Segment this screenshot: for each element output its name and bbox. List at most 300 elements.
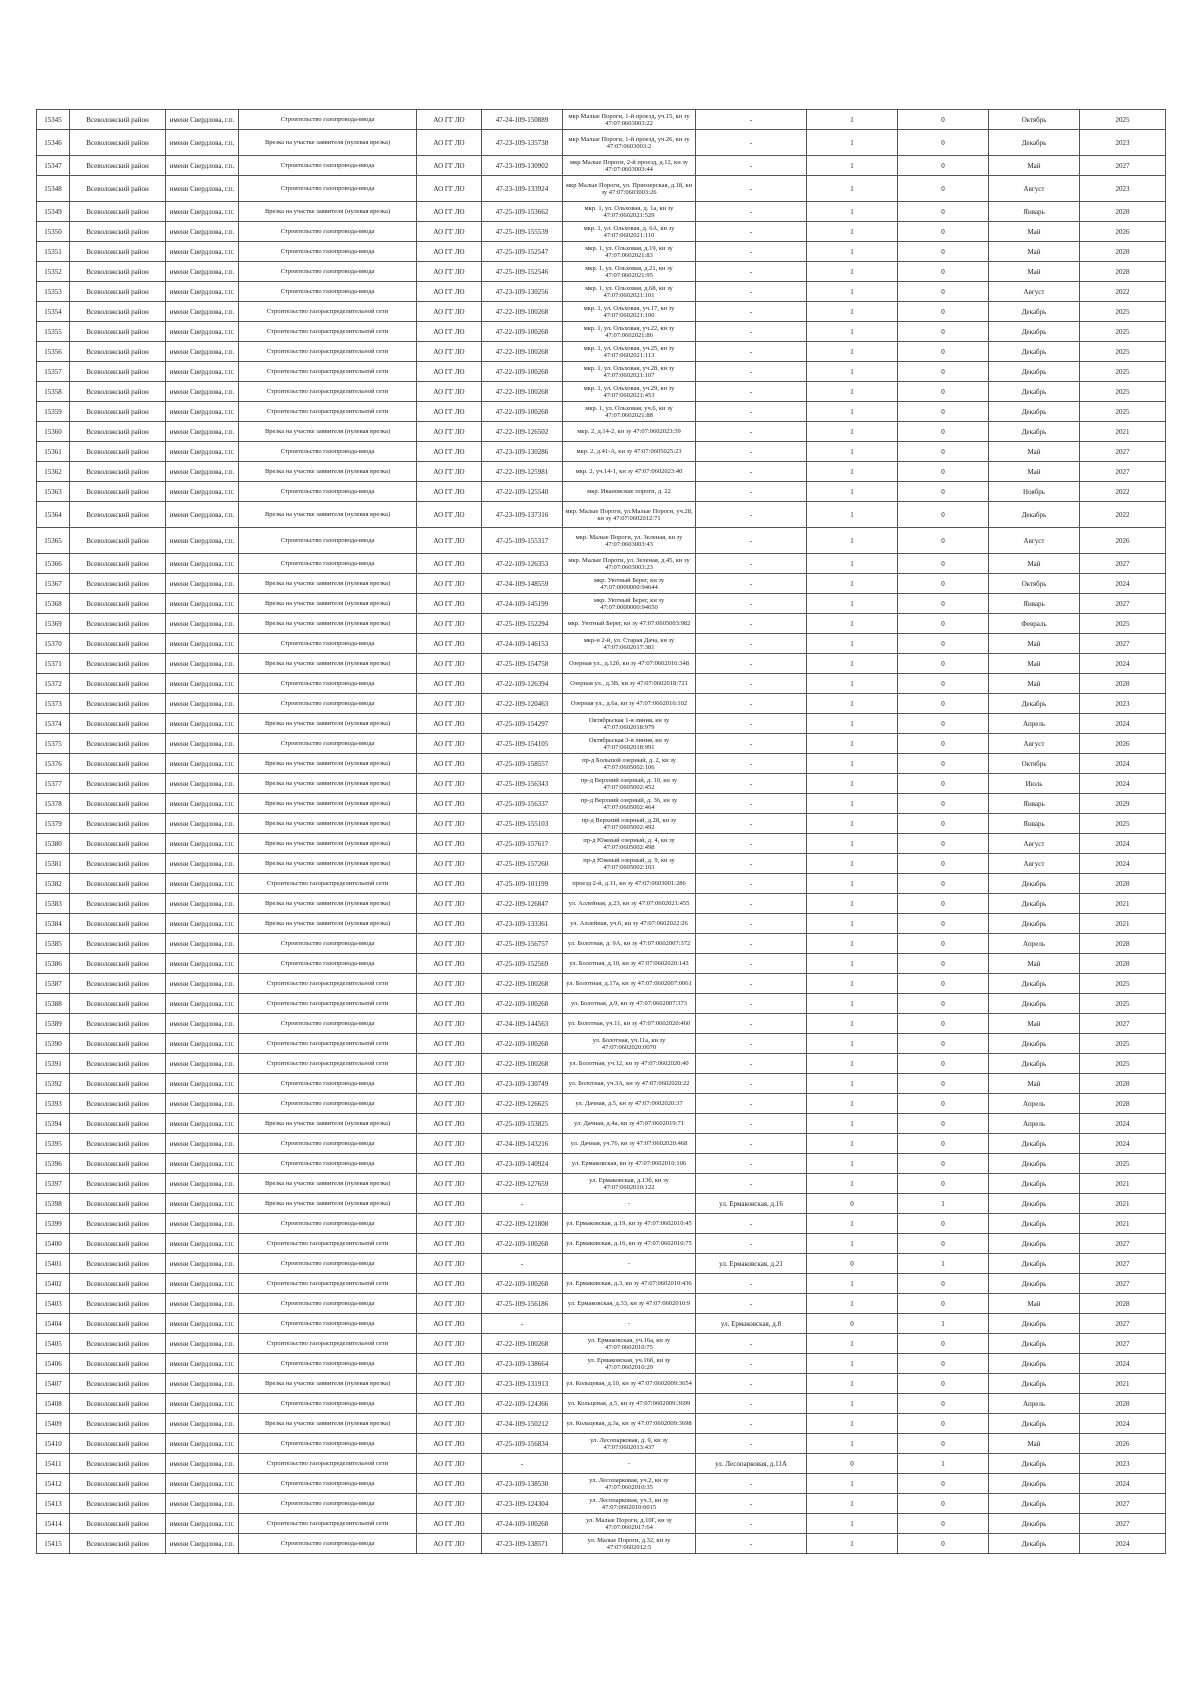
count-b-cell: 0 — [898, 422, 989, 442]
address-cell: - — [696, 1094, 807, 1114]
year-cell: 2024 — [1080, 1114, 1166, 1134]
work-type-cell: Строительство газопровода-ввода — [239, 1014, 417, 1034]
table-row — [37, 462, 1166, 482]
count-b-cell: 0 — [898, 202, 989, 222]
row-number-cell: 15398 — [37, 1194, 70, 1214]
application-number-cell: 47-24-109-150212 — [482, 1414, 563, 1434]
row-number-cell: 15380 — [37, 834, 70, 854]
address-cadastral-cell: - — [563, 1314, 696, 1334]
month-cell: Ноябрь — [989, 482, 1080, 502]
work-type-cell: Строительство газораспределительной сети — [239, 342, 417, 362]
settlement-cell: имени Свердлова, г.п. — [166, 1354, 239, 1374]
row-number-cell: 15368 — [37, 594, 70, 614]
application-number-cell: - — [482, 1314, 563, 1334]
district-cell: Всеволожский район — [70, 362, 166, 382]
application-number-cell: 47-22-109-125540 — [482, 482, 563, 502]
address-cadastral-cell: проезд 2-й, д.11, кн зу 47:07:0603001:286 — [563, 874, 696, 894]
month-cell: Май — [989, 242, 1080, 262]
month-cell: Декабрь — [989, 914, 1080, 934]
organization-cell: АО ГГ ЛО — [417, 574, 482, 594]
district-cell: Всеволожский район — [70, 1014, 166, 1034]
address-cadastral-cell: ул. Болотная, уч.3А, кн зу 47:07:0602020:22 — [563, 1074, 696, 1094]
month-cell: Декабрь — [989, 874, 1080, 894]
count-b-cell: 0 — [898, 1014, 989, 1034]
application-number-cell: 47-23-109-138664 — [482, 1354, 563, 1374]
work-type-cell: Строительство газопровода-ввода — [239, 156, 417, 176]
year-cell: 2021 — [1080, 1214, 1166, 1234]
address-cell: - — [696, 282, 807, 302]
work-type-cell: Строительство газораспределительной сети — [239, 302, 417, 322]
district-cell: Всеволожский район — [70, 302, 166, 322]
address-cell: - — [696, 1374, 807, 1394]
year-cell: 2021 — [1080, 1374, 1166, 1394]
settlement-cell: имени Свердлова, г.п. — [166, 502, 239, 528]
row-number-cell: 15394 — [37, 1114, 70, 1134]
address-cell: - — [696, 202, 807, 222]
application-number-cell: 47-24-109-146153 — [482, 634, 563, 654]
year-cell: 2023 — [1080, 694, 1166, 714]
count-a-cell: 1 — [807, 734, 898, 754]
count-a-cell: 1 — [807, 1414, 898, 1434]
year-cell: 2027 — [1080, 442, 1166, 462]
district-cell: Всеволожский район — [70, 734, 166, 754]
address-cadastral-cell: ул. Кольцевая, д.3а, кн зу 47:07:0602009:3698 — [563, 1414, 696, 1434]
row-number-cell: 15400 — [37, 1234, 70, 1254]
table-row — [37, 1034, 1166, 1054]
count-b-cell: 0 — [898, 482, 989, 502]
organization-cell: АО ГГ ЛО — [417, 130, 482, 156]
address-cell: - — [696, 1174, 807, 1194]
table-row — [37, 176, 1166, 202]
count-b-cell: 0 — [898, 594, 989, 614]
count-a-cell: 1 — [807, 1354, 898, 1374]
year-cell: 2024 — [1080, 1134, 1166, 1154]
settlement-cell: имени Свердлова, г.п. — [166, 1294, 239, 1314]
count-a-cell: 1 — [807, 342, 898, 362]
year-cell: 2028 — [1080, 202, 1166, 222]
address-cell: ул. Ермаковская, д.21 — [696, 1254, 807, 1274]
count-b-cell: 0 — [898, 282, 989, 302]
count-a-cell: 1 — [807, 1514, 898, 1534]
work-type-cell: Строительство газопровода-ввода — [239, 282, 417, 302]
organization-cell: АО ГГ ЛО — [417, 176, 482, 202]
month-cell: Декабрь — [989, 402, 1080, 422]
table-row — [37, 574, 1166, 594]
address-cell: - — [696, 1434, 807, 1454]
settlement-cell: имени Свердлова, г.п. — [166, 614, 239, 634]
row-number-cell: 15388 — [37, 994, 70, 1014]
district-cell: Всеволожский район — [70, 176, 166, 202]
count-a-cell: 1 — [807, 422, 898, 442]
address-cell: - — [696, 954, 807, 974]
count-a-cell: 1 — [807, 1114, 898, 1134]
organization-cell: АО ГГ ЛО — [417, 402, 482, 422]
district-cell: Всеволожский район — [70, 1514, 166, 1534]
count-a-cell: 1 — [807, 994, 898, 1014]
month-cell: Май — [989, 554, 1080, 574]
row-number-cell: 15357 — [37, 362, 70, 382]
count-a-cell: 1 — [807, 482, 898, 502]
district-cell: Всеволожский район — [70, 694, 166, 714]
settlement-cell: имени Свердлова, г.п. — [166, 894, 239, 914]
address-cadastral-cell: ул. Ермаковская, д.33, кн зу 47:07:0602010:9 — [563, 1294, 696, 1314]
address-cadastral-cell: мкр Малые Пороги, 1-й проезд, уч.15, кн зу 47:07:0603003:22 — [563, 110, 696, 130]
row-number-cell: 15354 — [37, 302, 70, 322]
year-cell: 2027 — [1080, 156, 1166, 176]
year-cell: 2022 — [1080, 502, 1166, 528]
settlement-cell: имени Свердлова, г.п. — [166, 1174, 239, 1194]
table-row — [37, 422, 1166, 442]
address-cadastral-cell: мкр. Ивановские пороги, д. 22 — [563, 482, 696, 502]
application-number-cell: 47-25-109-153662 — [482, 202, 563, 222]
district-cell: Всеволожский район — [70, 1174, 166, 1194]
application-number-cell: 47-25-109-158557 — [482, 754, 563, 774]
address-cadastral-cell: мкр. Уютный Берег, кн зу 47:07:0605003:982 — [563, 614, 696, 634]
work-type-cell: Строительство газораспределительной сети — [239, 994, 417, 1014]
year-cell: 2027 — [1080, 1314, 1166, 1334]
district-cell: Всеволожский район — [70, 282, 166, 302]
table-row — [37, 1334, 1166, 1354]
count-a-cell: 1 — [807, 974, 898, 994]
application-number-cell: 47-25-109-154297 — [482, 714, 563, 734]
application-number-cell: 47-25-109-156337 — [482, 794, 563, 814]
row-number-cell: 15363 — [37, 482, 70, 502]
row-number-cell: 15378 — [37, 794, 70, 814]
count-a-cell: 1 — [807, 130, 898, 156]
application-number-cell: 47-22-109-126847 — [482, 894, 563, 914]
application-number-cell: 47-25-109-156186 — [482, 1294, 563, 1314]
application-number-cell: 47-24-109-145199 — [482, 594, 563, 614]
settlement-cell: имени Свердлова, г.п. — [166, 176, 239, 202]
work-type-cell: Строительство газопровода-ввода — [239, 1134, 417, 1154]
table-row — [37, 1174, 1166, 1194]
table-row — [37, 1294, 1166, 1314]
row-number-cell: 15385 — [37, 934, 70, 954]
table-row — [37, 1234, 1166, 1254]
organization-cell: АО ГГ ЛО — [417, 1254, 482, 1274]
row-number-cell: 15405 — [37, 1334, 70, 1354]
month-cell: Август — [989, 854, 1080, 874]
table-row — [37, 774, 1166, 794]
table-row — [37, 1154, 1166, 1174]
year-cell: 2023 — [1080, 130, 1166, 156]
count-a-cell: 1 — [807, 914, 898, 934]
count-b-cell: 0 — [898, 994, 989, 1014]
count-a-cell: 1 — [807, 654, 898, 674]
settlement-cell: имени Свердлова, г.п. — [166, 1414, 239, 1434]
address-cell: - — [696, 794, 807, 814]
address-cadastral-cell: ул. Лесопарковая, уч.3, кн зу 47:07:0602010:0015 — [563, 1494, 696, 1514]
address-cadastral-cell: ул. Болотная, д. 9А, кн зу 47:07:0602007:372 — [563, 934, 696, 954]
count-b-cell: 0 — [898, 528, 989, 554]
settlement-cell: имени Свердлова, г.п. — [166, 934, 239, 954]
address-cadastral-cell: ул. Дачная, уч.76, кн зу 47:07:0602020:468 — [563, 1134, 696, 1154]
district-cell: Всеволожский район — [70, 754, 166, 774]
work-type-cell: Строительство газопровода-ввода — [239, 934, 417, 954]
month-cell: Декабрь — [989, 1214, 1080, 1234]
row-number-cell: 15362 — [37, 462, 70, 482]
year-cell: 2023 — [1080, 1454, 1166, 1474]
organization-cell: АО ГГ ЛО — [417, 1394, 482, 1414]
organization-cell: АО ГГ ЛО — [417, 1174, 482, 1194]
address-cadastral-cell: ул. Лесопарковая, д. 9, кн зу 47:07:0602013:437 — [563, 1434, 696, 1454]
count-a-cell: 1 — [807, 874, 898, 894]
organization-cell: АО ГГ ЛО — [417, 894, 482, 914]
year-cell: 2021 — [1080, 422, 1166, 442]
work-type-cell: Врезка на участке заявителя (нулевая врезка) — [239, 814, 417, 834]
settlement-cell: имени Свердлова, г.п. — [166, 694, 239, 714]
address-cell: - — [696, 362, 807, 382]
address-cadastral-cell: ул. Малые Пороги, д.10Г, кн зу 47:07:0602017:64 — [563, 1514, 696, 1534]
row-number-cell: 15352 — [37, 262, 70, 282]
work-type-cell: Врезка на участке заявителя (нулевая врезка) — [239, 794, 417, 814]
month-cell: Декабрь — [989, 342, 1080, 362]
month-cell: Декабрь — [989, 302, 1080, 322]
year-cell: 2025 — [1080, 994, 1166, 1014]
settlement-cell: имени Свердлова, г.п. — [166, 1254, 239, 1274]
month-cell: Июль — [989, 774, 1080, 794]
settlement-cell: имени Свердлова, г.п. — [166, 574, 239, 594]
table-row — [37, 282, 1166, 302]
count-a-cell: 1 — [807, 614, 898, 634]
row-number-cell: 15359 — [37, 402, 70, 422]
organization-cell: АО ГГ ЛО — [417, 462, 482, 482]
month-cell: Декабрь — [989, 1514, 1080, 1534]
table-row — [37, 442, 1166, 462]
work-type-cell: Врезка на участке заявителя (нулевая врезка) — [239, 714, 417, 734]
count-a-cell: 1 — [807, 674, 898, 694]
work-type-cell: Строительство газопровода-ввода — [239, 1214, 417, 1234]
year-cell: 2027 — [1080, 1494, 1166, 1514]
count-b-cell: 0 — [898, 1294, 989, 1314]
count-a-cell: 1 — [807, 594, 898, 614]
settlement-cell: имени Свердлова, г.п. — [166, 442, 239, 462]
count-a-cell: 0 — [807, 1194, 898, 1214]
count-a-cell: 1 — [807, 694, 898, 714]
application-number-cell: - — [482, 1454, 563, 1474]
work-type-cell: Строительство газопровода-ввода — [239, 554, 417, 574]
address-cell: - — [696, 674, 807, 694]
table-row — [37, 482, 1166, 502]
settlement-cell: имени Свердлова, г.п. — [166, 654, 239, 674]
address-cell: - — [696, 342, 807, 362]
count-a-cell: 1 — [807, 1494, 898, 1514]
address-cell: ул. Ермаковская, д.16 — [696, 1194, 807, 1214]
district-cell: Всеволожский район — [70, 994, 166, 1014]
table-row — [37, 814, 1166, 834]
month-cell: Декабрь — [989, 694, 1080, 714]
year-cell: 2025 — [1080, 362, 1166, 382]
organization-cell: АО ГГ ЛО — [417, 110, 482, 130]
table-row — [37, 110, 1166, 130]
organization-cell: АО ГГ ЛО — [417, 1534, 482, 1554]
table-row — [37, 1414, 1166, 1434]
count-b-cell: 1 — [898, 1194, 989, 1214]
application-number-cell: 47-25-109-153825 — [482, 1114, 563, 1134]
organization-cell: АО ГГ ЛО — [417, 422, 482, 442]
count-a-cell: 1 — [807, 934, 898, 954]
table-row — [37, 1494, 1166, 1514]
count-b-cell: 0 — [898, 130, 989, 156]
district-cell: Всеволожский район — [70, 714, 166, 734]
application-number-cell: 47-22-109-100268 — [482, 302, 563, 322]
month-cell: Декабрь — [989, 1154, 1080, 1174]
district-cell: Всеволожский район — [70, 442, 166, 462]
row-number-cell: 15395 — [37, 1134, 70, 1154]
district-cell: Всеволожский район — [70, 1474, 166, 1494]
month-cell: Январь — [989, 594, 1080, 614]
work-type-cell: Строительство газопровода-ввода — [239, 1534, 417, 1554]
settlement-cell: имени Свердлова, г.п. — [166, 282, 239, 302]
address-cadastral-cell: Октябрьская 1-я линия, кн зу 47:07:0602018:979 — [563, 714, 696, 734]
month-cell: Май — [989, 954, 1080, 974]
settlement-cell: имени Свердлова, г.п. — [166, 1114, 239, 1134]
address-cell: - — [696, 994, 807, 1014]
year-cell: 2025 — [1080, 322, 1166, 342]
district-cell: Всеволожский район — [70, 634, 166, 654]
organization-cell: АО ГГ ЛО — [417, 854, 482, 874]
organization-cell: АО ГГ ЛО — [417, 674, 482, 694]
settlement-cell: имени Свердлова, г.п. — [166, 674, 239, 694]
address-cadastral-cell: ул. Ермаковская, уч.16б, кн зу 47:07:0602010:29 — [563, 1354, 696, 1374]
table-row — [37, 714, 1166, 734]
address-cadastral-cell: мкр. Уютный Берег, кн зу 47:07:0000000:94650 — [563, 594, 696, 614]
district-cell: Всеволожский район — [70, 130, 166, 156]
count-b-cell: 1 — [898, 1314, 989, 1334]
district-cell: Всеволожский район — [70, 1034, 166, 1054]
year-cell: 2025 — [1080, 1154, 1166, 1174]
application-number-cell: 47-24-109-150889 — [482, 110, 563, 130]
district-cell: Всеволожский район — [70, 1334, 166, 1354]
application-number-cell: 47-22-109-100268 — [482, 402, 563, 422]
organization-cell: АО ГГ ЛО — [417, 914, 482, 934]
application-number-cell: 47-22-109-126502 — [482, 422, 563, 442]
address-cell: - — [696, 262, 807, 282]
organization-cell: АО ГГ ЛО — [417, 1414, 482, 1434]
address-cadastral-cell: ул. Ермаковская, д.13б, кн зу 47:07:0602010:122 — [563, 1174, 696, 1194]
table-row — [37, 654, 1166, 674]
organization-cell: АО ГГ ЛО — [417, 502, 482, 528]
application-number-cell: 47-25-109-154105 — [482, 734, 563, 754]
district-cell: Всеволожский район — [70, 614, 166, 634]
organization-cell: АО ГГ ЛО — [417, 874, 482, 894]
row-number-cell: 15374 — [37, 714, 70, 734]
settlement-cell: имени Свердлова, г.п. — [166, 1094, 239, 1114]
address-cadastral-cell: Октябрьская 3-я линия, кн зу 47:07:0602018:991 — [563, 734, 696, 754]
table-row — [37, 202, 1166, 222]
organization-cell: АО ГГ ЛО — [417, 202, 482, 222]
work-type-cell: Врезка на участке заявителя (нулевая врезка) — [239, 614, 417, 634]
address-cadastral-cell: мкр. 1, ул. Ольховая, уч.22, кн зу 47:07:0602021:86 — [563, 322, 696, 342]
application-number-cell: 47-23-109-130256 — [482, 282, 563, 302]
application-number-cell: 47-22-109-121808 — [482, 1214, 563, 1234]
address-cell: - — [696, 614, 807, 634]
work-type-cell: Строительство газопровода-ввода — [239, 1294, 417, 1314]
month-cell: Декабрь — [989, 1354, 1080, 1374]
year-cell: 2021 — [1080, 894, 1166, 914]
application-number-cell: 47-23-109-131913 — [482, 1374, 563, 1394]
district-cell: Всеволожский район — [70, 954, 166, 974]
table-row — [37, 1074, 1166, 1094]
month-cell: Декабрь — [989, 1194, 1080, 1214]
address-cell: - — [696, 1054, 807, 1074]
work-type-cell: Строительство газораспределительной сети — [239, 1274, 417, 1294]
count-a-cell: 1 — [807, 1434, 898, 1454]
table-row — [37, 614, 1166, 634]
address-cell: - — [696, 694, 807, 714]
settlement-cell: имени Свердлова, г.п. — [166, 1314, 239, 1334]
count-b-cell: 0 — [898, 954, 989, 974]
table-row — [37, 1514, 1166, 1534]
district-cell: Всеволожский район — [70, 1374, 166, 1394]
organization-cell: АО ГГ ЛО — [417, 1494, 482, 1514]
address-cell: - — [696, 156, 807, 176]
table-row — [37, 1134, 1166, 1154]
application-number-cell: 47-23-109-130749 — [482, 1074, 563, 1094]
district-cell: Всеволожский район — [70, 1134, 166, 1154]
row-number-cell: 15404 — [37, 1314, 70, 1334]
year-cell: 2027 — [1080, 554, 1166, 574]
month-cell: Апрель — [989, 714, 1080, 734]
address-cell: - — [696, 176, 807, 202]
row-number-cell: 15361 — [37, 442, 70, 462]
year-cell: 2021 — [1080, 914, 1166, 934]
settlement-cell: имени Свердлова, г.п. — [166, 554, 239, 574]
row-number-cell: 15412 — [37, 1474, 70, 1494]
application-number-cell: 47-22-109-100268 — [482, 1054, 563, 1074]
settlement-cell: имени Свердлова, г.п. — [166, 814, 239, 834]
application-number-cell: 47-23-109-138571 — [482, 1534, 563, 1554]
month-cell: Май — [989, 1014, 1080, 1034]
settlement-cell: имени Свердлова, г.п. — [166, 202, 239, 222]
month-cell: Апрель — [989, 1094, 1080, 1114]
row-number-cell: 15355 — [37, 322, 70, 342]
address-cadastral-cell: пр-д Большой озерный, д. 2, кн зу 47:07:0605002:106 — [563, 754, 696, 774]
table-row — [37, 754, 1166, 774]
settlement-cell: имени Свердлова, г.п. — [166, 302, 239, 322]
settlement-cell: имени Свердлова, г.п. — [166, 402, 239, 422]
organization-cell: АО ГГ ЛО — [417, 1034, 482, 1054]
year-cell: 2022 — [1080, 482, 1166, 502]
row-number-cell: 15345 — [37, 110, 70, 130]
count-a-cell: 1 — [807, 954, 898, 974]
application-number-cell: 47-25-109-157260 — [482, 854, 563, 874]
address-cadastral-cell: мкр. 2, д.14-2, кн зу 47:07:0602023:39 — [563, 422, 696, 442]
work-type-cell: Строительство газопровода-ввода — [239, 176, 417, 202]
district-cell: Всеволожский район — [70, 322, 166, 342]
address-cell: - — [696, 554, 807, 574]
application-number-cell: 47-22-109-100268 — [482, 342, 563, 362]
work-type-cell: Строительство газораспределительной сети — [239, 1514, 417, 1534]
month-cell: Декабрь — [989, 1474, 1080, 1494]
address-cadastral-cell: ул. Болотная, уч.12, кн зу 47:07:0602020:40 — [563, 1054, 696, 1074]
work-type-cell: Строительство газопровода-ввода — [239, 1094, 417, 1114]
count-a-cell: 1 — [807, 794, 898, 814]
month-cell: Апрель — [989, 1394, 1080, 1414]
table-row — [37, 1314, 1166, 1334]
count-a-cell: 1 — [807, 1074, 898, 1094]
address-cadastral-cell: - — [563, 1454, 696, 1474]
work-type-cell: Строительство газопровода-ввода — [239, 110, 417, 130]
address-cell: - — [696, 442, 807, 462]
application-number-cell: 47-23-109-133361 — [482, 914, 563, 934]
application-number-cell: 47-22-109-120463 — [482, 694, 563, 714]
month-cell: Декабрь — [989, 1174, 1080, 1194]
count-a-cell: 1 — [807, 574, 898, 594]
month-cell: Декабрь — [989, 362, 1080, 382]
count-b-cell: 0 — [898, 362, 989, 382]
count-b-cell: 0 — [898, 1374, 989, 1394]
